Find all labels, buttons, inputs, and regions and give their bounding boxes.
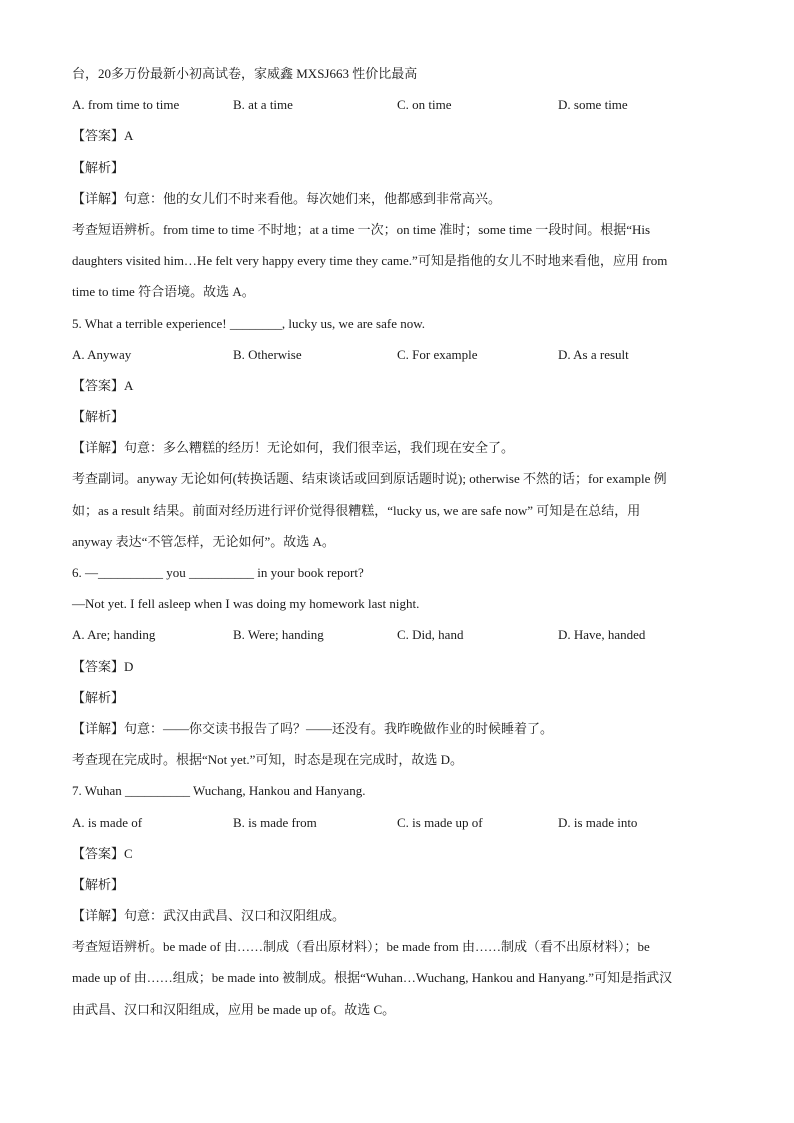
q7-option-b: B. is made from [233,814,317,830]
q5-explanation-3: anyway 表达“不管怎样，无论如何”。故选 A。 [72,533,335,549]
q4-explanation-2: daughters visited him…He felt very happy every time they came.”可知是指他的女儿不时地来看他，应用 from [72,253,668,269]
q6-option-a: A. Are; handing [72,627,156,643]
q5-option-c: C. For example [397,346,478,362]
q4-option-a: A. from time to time [72,97,180,113]
q7-stem: 7. Wuhan __________ Wuchang, Hankou and Hanyang. [72,783,366,799]
q6-option-b: B. Were; handing [233,627,324,643]
q5-explanation-2: 如；as a result 结果。前面对经历进行评价觉得很糟糕，“lucky us, we are safe now” 可知是在总结，用 [72,502,641,518]
q5-analysis-heading: 【解析】 [72,409,125,425]
q7-explanation-3: 由武昌、汉口和汉阳组成，应用 be made up of。故选 C。 [72,1001,396,1017]
q4-explanation-3: time to time 符合语境。故选 A。 [72,284,255,300]
q5-answer: 【答案】A [72,377,134,393]
q7-option-a: A. is made of [72,814,143,830]
q4-detail: 【详解】句意：他的女儿们不时来看他。每次她们来，他都感到非常高兴。 [72,190,502,206]
q4-option-d: D. some time [558,97,628,113]
q7-analysis-heading: 【解析】 [72,876,125,892]
q4-option-c: C. on time [397,97,452,113]
q5-option-a: A. Anyway [72,346,132,362]
q6-stem: 6. —__________ you __________ in your book report? [72,565,364,580]
q5-options [72,345,722,365]
document-content [72,64,722,1031]
q6-option-d: D. Have, handed [558,627,646,643]
q5-explanation-1: 考查副词。anyway 无论如何(转换话题、结束谈话或回到原话题时说); otherwise 不然的话；for example 例 [72,471,667,487]
q6-option-c: C. Did, hand [397,627,464,643]
q7-options [72,813,722,833]
q4-answer: 【答案】A [72,128,134,144]
q4-options [72,95,722,115]
q4-option-b: B. at a time [233,97,293,113]
q5-option-d: D. As a result [558,346,629,362]
q7-detail: 【详解】句意：武汉由武昌、汉口和汉阳组成。 [72,908,346,924]
q6-reply: —Not yet. I fell asleep when I was doing my homework last night. [72,596,420,612]
q5-stem: 5. What a terrible experience! ________, lucky us, we are safe now. [72,315,426,331]
q5-detail: 【详解】句意：多么糟糕的经历！无论如何，我们很幸运，我们现在安全了。 [72,440,515,456]
header-ad-line: 台，20多万份最新小初高试卷，家威鑫 MXSJ663 性价比最高 [72,66,418,81]
q6-analysis-heading: 【解析】 [72,689,125,705]
q4-explanation-1: 考查短语辨析。from time to time 不时地；at a time 一次；on time 准时；some time 一段时间。根据“His [72,221,651,237]
q7-answer: 【答案】C [72,845,133,861]
q6-detail: 【详解】句意：——你交读书报告了吗？——还没有。我昨晚做作业的时候睡着了。 [72,720,554,736]
q6-answer: 【答案】D [72,658,134,674]
q7-option-c: C. is made up of [397,814,483,830]
q5-option-b: B. Otherwise [233,346,302,362]
q7-explanation-2: made up of 由……组成；be made into 被制成。根据“Wuhan…Wuchang, Hankou and Hanyang.”可知是指武汉 [72,970,673,986]
q6-explanation-1: 考查现在完成时。根据“Not yet.”可知，时态是现在完成时，故选 D。 [72,752,464,768]
q6-options [72,625,722,645]
q4-analysis-heading: 【解析】 [72,159,125,175]
q7-option-d: D. is made into [558,814,638,830]
q7-explanation-1: 考查短语辨析。be made of 由……制成（看出原材料）；be made from 由……制成（看不出原材料）；be [72,939,650,955]
